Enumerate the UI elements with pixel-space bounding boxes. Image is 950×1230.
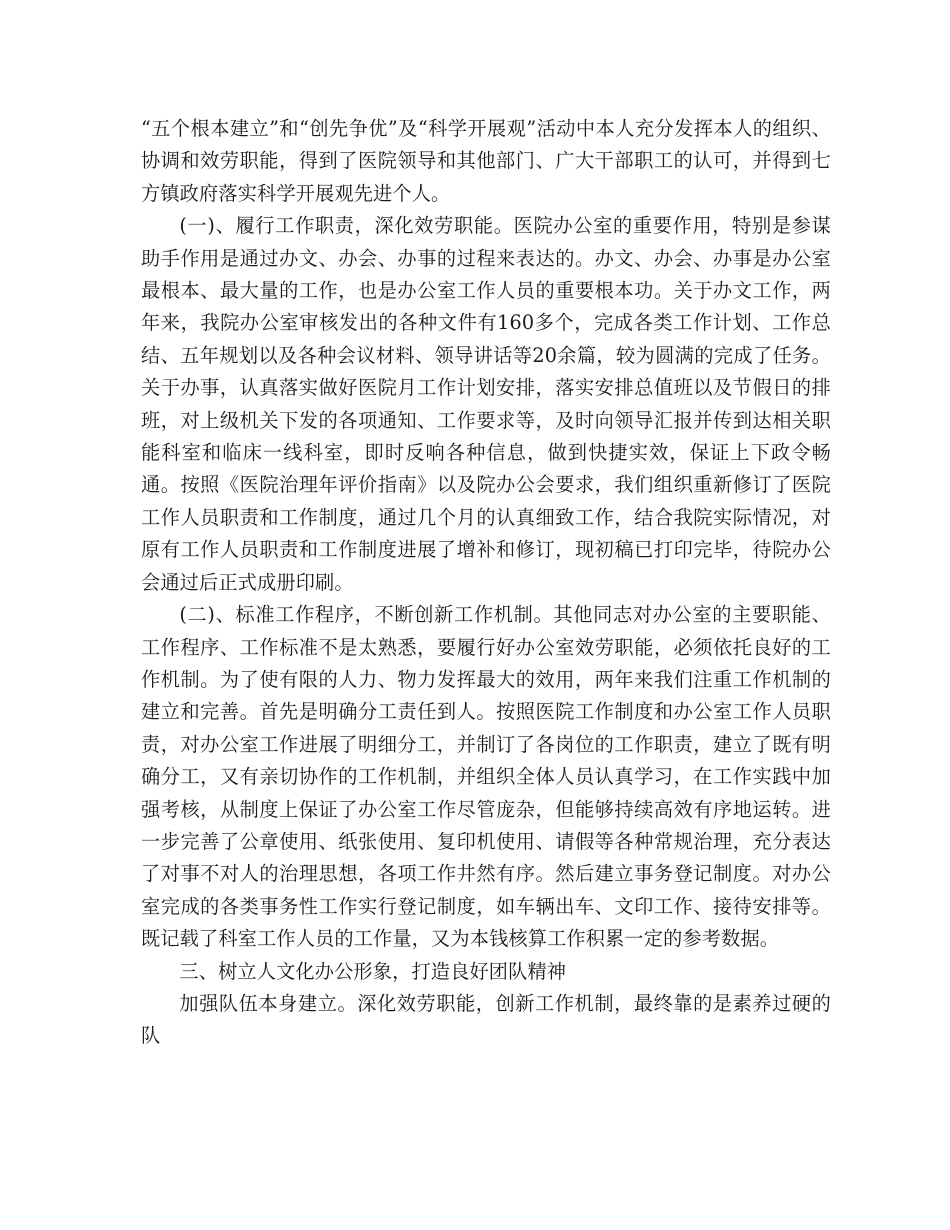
paragraph-section-2: (二)、标准工作程序，不断创新工作机制。其他同志对办公室的主要职能、工作程序、工作标准不是太熟悉，要履行好办公室效劳职能，必须依托良好的工作机制。为了使有限的人力、物力发挥最大的效用，两年来我们注重工作机制的建立和完善。首先是明确分工责任到人。按照医院工作制度和办公室工作人员职责，对办公室工作进展了明细分工，并制订了各岗位的工作职责，建立了既有明确分工，又有亲切协作的工作机制，并组织全体人员认真学习，在工作实践中加强考核，从制度上保证了办公室工作尽管庞杂，但能够持续高效有序地运转。进一步完善了公章使用、纸张使用、复印机使用、请假等各种常规治理，充分表达了对事不对人的治理思想，各项工作井然有序。然后建立事务登记制度。对办公室完成的各类事务性工作实行登记制度，如车辆出车、文印工作、接待安排等。既记载了科室工作人员的工作量，又为本钱核算工作积累一定的参考数据。 — [141, 603, 831, 951]
paragraph-continued: “五个根本建立”和“创先争优”及“科学开展观”活动中本人充分发挥本人的组织、协调和效劳职能，得到了医院领导和其他部门、广大干部职工的认可，并得到七方镇政府落实科学开展观先进个人。 — [141, 117, 831, 205]
paragraph-section-3: 加强队伍本身建立。深化效劳职能，创新工作机制，最终靠的是素养过硬的队 — [141, 991, 831, 1048]
document-body — [141, 113, 831, 1053]
paragraph-section-1: (一)、履行工作职责，深化效劳职能。医院办公室的重要作用，特别是参谋助手作用是通过办文、办会、办事的过程来表达的。办文、办会、办事是办公室最根本、最大量的工作，也是办公室工作人员的重要根本功。关于办文工作，两年来，我院办公室审核发出的各种文件有160多个，完成各类工作计划、工作总结、五年规划以及各种会议材料、领导讲话等20余篇，较为圆满的完成了任务。关于办事，认真落实做好医院月工作计划安排，落实安排总值班以及节假日的排班，对上级机关下发的各项通知、工作要求等，及时向领导汇报并传到达相关职能科室和临床一线科室，即时反响各种信息，做到快捷实效，保证上下政令畅通。按照《医院治理年评价指南》以及院办公会要求，我们组织重新修订了医院工作人员职责和工作制度，通过几个月的认真细致工作，结合我院实际情况，对原有工作人员职责和工作制度进展了增补和修订，现初稿已打印完毕，待院办公会通过后正式成册印刷。 — [141, 214, 831, 594]
section-heading-3: 三、树立人文化办公形象，打造良好团队精神 — [179, 959, 567, 983]
